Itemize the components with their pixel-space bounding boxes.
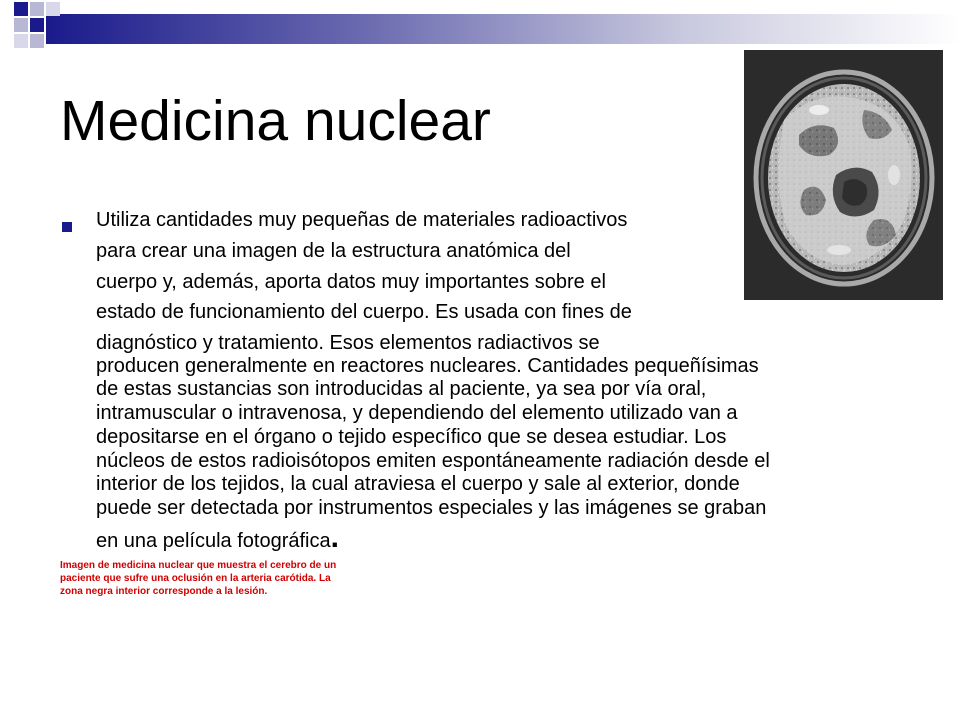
bullet-square-icon [62, 222, 72, 232]
corner-square-5 [30, 18, 44, 32]
body-line: Utiliza cantidades muy pequeñas de materiales radioactivos [96, 209, 628, 231]
body-line: intramuscular o intravenosa, y dependiendo del elemento utilizado van a [96, 402, 738, 424]
caption-line: paciente que sufre una oclusión en la arteria carótida. La [60, 573, 331, 584]
corner-square-1 [14, 2, 28, 16]
caption-line: Imagen de medicina nuclear que muestra el cerebro de un [60, 560, 337, 571]
corner-square-2 [30, 2, 44, 16]
corner-square-6 [14, 34, 28, 48]
body-last-text: en una película fotográfica [96, 530, 331, 552]
body-line: diagnóstico y tratamiento. Esos elementos radiactivos se [96, 332, 600, 354]
body-line: de estas sustancias son introducidas al paciente, ya sea por vía oral, [96, 378, 707, 400]
corner-square-7 [30, 34, 44, 48]
body-line: depositarse en el órgano o tejido específico que se desea estudiar. Los [96, 426, 727, 448]
body-line: núcleos de estos radioisótopos emiten espontáneamente radiación desde el [96, 450, 770, 472]
body-line: estado de funcionamiento del cuerpo. Es usada con fines de [96, 301, 632, 323]
slide-title: Medicina nuclear [60, 89, 491, 153]
corner-square-4 [14, 18, 28, 32]
corner-square-3 [46, 2, 60, 16]
header-gradient-band [46, 14, 960, 44]
body-line: interior de los tejidos, la cual atraviesa el cuerpo y sale al exterior, donde [96, 473, 740, 495]
body-line: para crear una imagen de la estructura anatómica del [96, 240, 571, 262]
caption-line: zona negra interior corresponde a la lesión. [60, 586, 268, 597]
body-line: producen generalmente en reactores nucleares. Cantidades pequeñísimas [96, 355, 759, 377]
image-caption [60, 559, 336, 598]
body-line: cuerpo y, además, aporta datos muy importantes sobre el [96, 271, 606, 293]
body-last-period: . [330, 521, 339, 554]
brain-scan-image [744, 50, 943, 300]
body-line: puede ser detectada por instrumentos especiales y las imágenes se graban [96, 497, 767, 519]
body-last-line [96, 521, 339, 554]
